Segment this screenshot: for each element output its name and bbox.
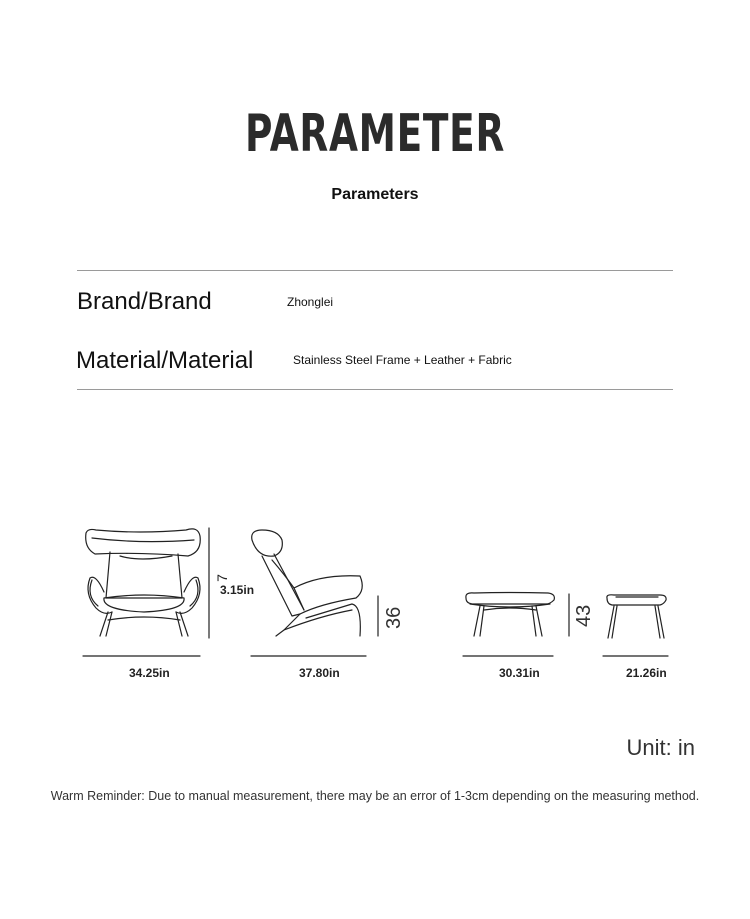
ottoman-side-drawing: [607, 595, 666, 638]
chair-side-depth-label: 37.80in: [299, 666, 340, 680]
ottoman-height-label: 43: [573, 604, 595, 627]
chair-arm-height-label: 3.15in: [220, 583, 255, 597]
chair-front-drawing: [86, 529, 201, 636]
material-label: Material/Material: [76, 347, 254, 374]
chair-side-drawing: [252, 530, 363, 636]
page-subtitle: Parameters: [331, 186, 419, 203]
material-value: Stainless Steel Frame + Leather + Fabric: [293, 353, 512, 367]
chair-arm-height-fraction: 7: [213, 574, 230, 582]
brand-value: Zhonglei: [287, 295, 334, 309]
chair-height-label: 36: [383, 606, 405, 629]
chair-front-width-label: 34.25in: [129, 666, 170, 680]
page-title: PARAMETER: [244, 104, 506, 164]
ottoman-front-width-label: 30.31in: [499, 666, 540, 680]
ottoman-side-depth-label: 21.26in: [626, 666, 667, 680]
ottoman-front-drawing: [466, 593, 555, 637]
unit-label: Unit: in: [626, 735, 695, 760]
brand-label: Brand/Brand: [77, 288, 212, 315]
warm-reminder: Warm Reminder: Due to manual measurement, there may be an error of 1-3cm depending on the measuring method.: [50, 789, 700, 803]
